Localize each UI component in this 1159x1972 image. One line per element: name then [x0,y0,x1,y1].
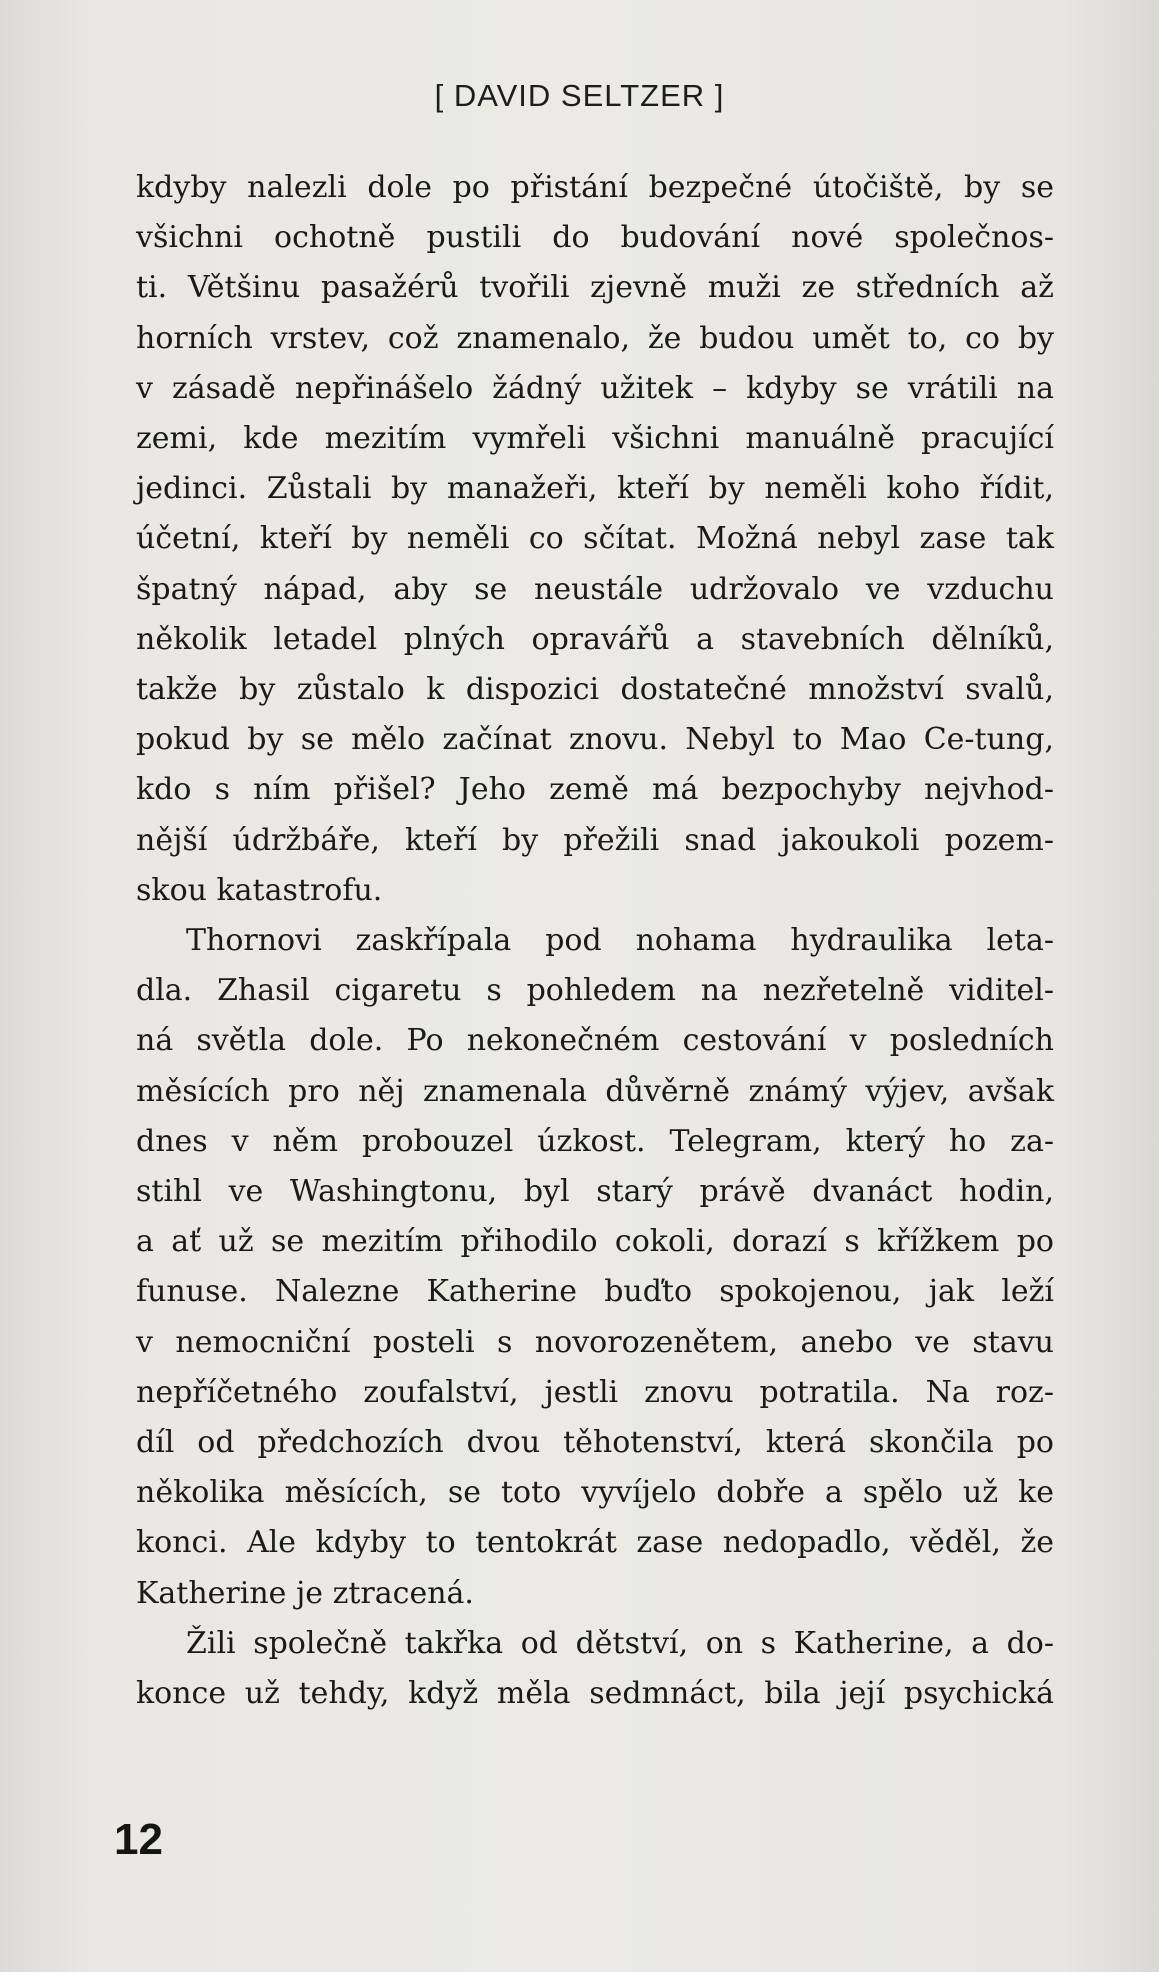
text-line: skou katastrofu. [136,872,383,908]
running-header: [ DAVID SELTZER ] [434,78,725,113]
body-text [136,163,1054,1719]
text-line: špatný nápad, aby se neustále udržovalo ve vzduchu [136,571,1054,607]
text-line: a ať už se mezitím přihodilo cokoli, dorazí s křížkem po [136,1224,1054,1260]
text-line: dnes v něm probouzel úzkost. Telegram, který ho za- [136,1123,1054,1159]
text-line: stihl ve Washingtonu, byl starý právě dvanáct hodin, [136,1174,1054,1210]
text-line: pokud by se mělo začínat znovu. Nebyl to Mao Ce-tung, [136,722,1054,758]
text-line: ti. Většinu pasažérů tvořili zjevně muži ze středních až [136,270,1054,306]
text-line: konci. Ale kdyby to tentokrát zase nedopadlo, věděl, že [136,1525,1054,1561]
text-line: v zásadě nepřinášelo žádný užitek – kdyby se vrátili na [136,370,1054,406]
text-line: dla. Zhasil cigaretu s pohledem na nezřetelně viditel- [136,973,1054,1009]
text-line: díl od předchozích dvou těhotenství, která skončila po [136,1425,1054,1461]
text-line: horních vrstev, což znamenalo, že budou umět to, co by [136,320,1054,356]
text-line: funuse. Nalezne Katherine buďto spokojenou, jak leží [136,1274,1054,1310]
text-line: několik letadel plných opravářů a stavebních dělníků, [136,621,1054,657]
text-line: konce už tehdy, když měla sedmnáct, bila její psychická [136,1676,1054,1712]
text-line: všichni ochotně pustili do budování nové společnos- [136,220,1054,256]
text-line: měsících pro něj znamenala důvěrně známý výjev, avšak [136,1073,1054,1109]
text-line: účetní, kteří by neměli co sčítat. Možná nebyl zase tak [136,521,1054,557]
text-line: jedinci. Zůstali by manažeři, kteří by neměli koho řídit, [136,471,1054,507]
text-line: takže by zůstalo k dispozici dostatečné množství svalů, [136,672,1054,708]
text-line: v nemocniční posteli s novorozenětem, anebo ve stavu [136,1324,1054,1360]
text-line: Žili společně takřka od dětství, on s Katherine, a do- [186,1625,1054,1661]
text-line: Katherine je ztracená. [136,1575,474,1611]
text-line: Thornovi zaskřípala pod nohama hydraulika leta- [186,923,1054,959]
text-line: nepříčetného zoufalství, jestli znovu potratila. Na roz- [136,1374,1054,1410]
text-line: kdo s ním přišel? Jeho země má bezpochyby nejvhod- [136,772,1054,808]
text-line: zemi, kde mezitím vymřeli všichni manuálně pracující [136,421,1054,457]
text-line: ná světla dole. Po nekonečném cestování v posledních [136,1023,1054,1059]
text-line: kdyby nalezli dole po přistání bezpečné útočiště, by se [136,170,1054,205]
text-line: několika měsících, se toto vyvíjelo dobře a spělo už ke [136,1475,1054,1511]
text-line: nější údržbáře, kteří by přežili snad jakoukoli pozem- [136,822,1054,858]
page-number: 12 [114,1815,163,1864]
